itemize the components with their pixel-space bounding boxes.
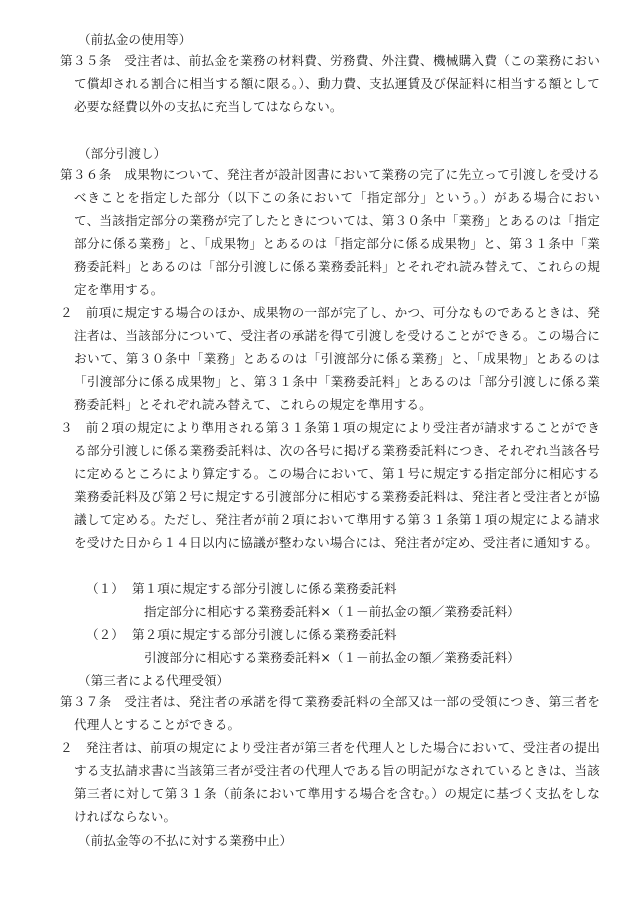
article-36-heading: （部分引渡し） (78, 146, 167, 161)
article-38-heading: （前払金等の不払に対する業務中止） (78, 833, 293, 848)
article-37-paragraph-1: 第３７条 受注者は、発注者の承諾を得て業務委託料の全部又は一部の受領につき、第三者を代理人とすることができる。 (60, 694, 600, 732)
article-36-paragraph-3: ３ 前２項の規定により準用される第３１条第１項の規定により受注者が請求することができる部分引渡しに係る業務委託料は、次の各号に掲げる業務委託料につき、それぞれ当該各号に定めるところにより算定する。この場合において、第１号に規定する指定部分に相応する業務委託料及び第２号に規定する引渡部分に相応する業務委託料は、発注者と受注者とが協議して定める。ただし、発注者が前２項において準用する第３１条第１項の規定による請求を受けた日から１４日以内に協議が整わない場合には、発注者が定め、受注者に通知する。 (60, 420, 600, 550)
item-number: （１） (86, 581, 124, 596)
item-number: （２） (86, 627, 124, 642)
article-36-paragraph-2: ２ 前項に規定する場合のほか、成果物の一部が完了し、かつ、可分なものであるときは、発注者は、当該部分について、受注者の承諾を得て引渡しを受けることができる。この場合において、第３０条中「業務」とあるのは「引渡部分に係る業務」と、「成果物」とあるのは「引渡部分に係る成果物」と、第３１条中「業務委託料」とあるのは「部分引渡しに係る業務委託料」とそれぞれ読み替えて、これらの規定を準用する。 (60, 305, 600, 412)
item-text: 第２項に規定する部分引渡しに係る業務委託料 (132, 627, 397, 642)
article-36-item-1 (86, 577, 396, 600)
article-36-item-2-formula: 引渡部分に相応する業務委託料×（１－前払金の額／業務委託料） (144, 650, 520, 665)
item-text: 第１項に規定する部分引渡しに係る業務委託料 (132, 581, 397, 596)
article-37-heading: （第三者による代理受領） (78, 673, 230, 688)
article-36-item-1-formula: 指定部分に相応する業務委託料×（１－前払金の額／業務委託料） (144, 604, 520, 619)
article-37-paragraph-2: ２ 発注者は、前項の規定により受注者が第三者を代理人とした場合において、受注者の提出する支払請求書に当該第三者が受注者の代理人である旨の明記がなされているときは、当該第三者に対して第３１条（前条において準用する場合を含む。）の規定に基づく支払をしなければならない。 (60, 740, 600, 824)
article-35-heading: （前払金の使用等） (78, 32, 192, 47)
article-35-paragraph: 第３５条 受注者は、前払金を業務の材料費、労務費、外注費、機械購入費（この業務において償却される割合に相当する額に限る。）、動力費、支払運賃及び保証料に相当する額として必要な経費以外の支払に充当してはならない。 (60, 53, 600, 114)
article-36-paragraph-1: 第３６条 成果物について、発注者が設計図書において業務の完了に先立って引渡しを受けるべきことを指定した部分（以下この条において「指定部分」という。）がある場合において、当該指定部分の業務が完了したときについては、第３０条中「業務」とあるのは「指定部分に係る業務」と、「成果物」とあるのは「指定部分に係る成果物」と、第３１条中「業務委託料」とあるのは「部分引渡しに係る業務委託料」とそれぞれ読み替えて、これらの規定を準用する。 (60, 167, 600, 297)
article-36-item-2 (86, 623, 396, 646)
